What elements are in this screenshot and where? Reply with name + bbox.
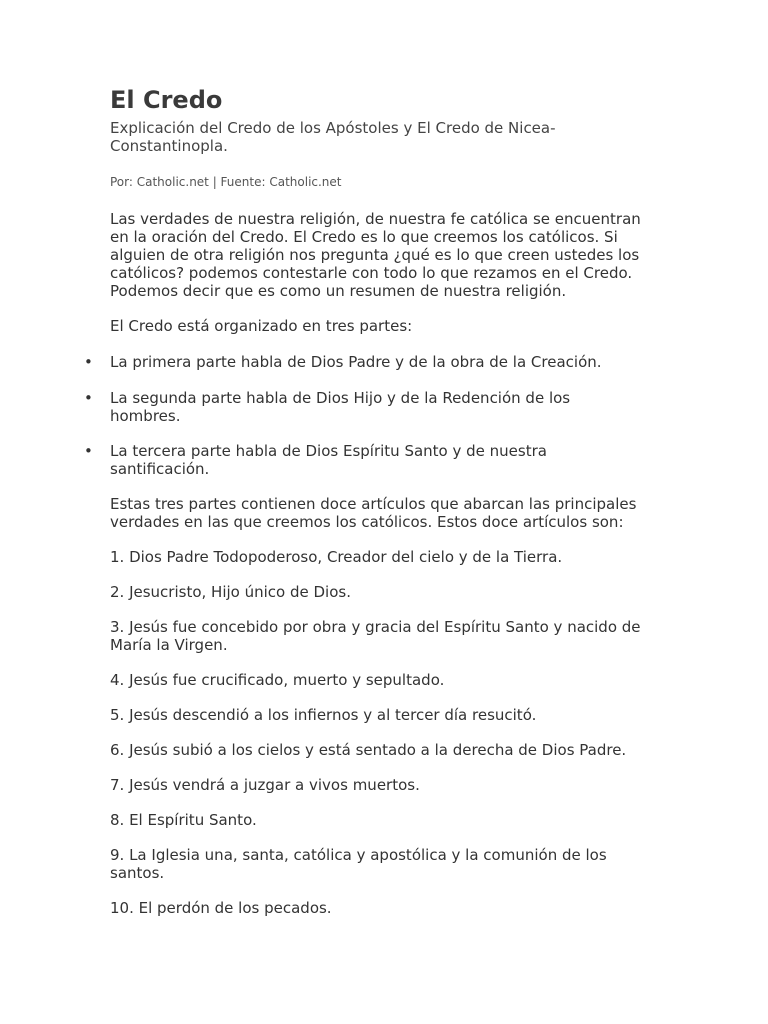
bullet-icon: • <box>84 442 93 460</box>
article-item: 9. La Iglesia una, santa, católica y apostólica y la comunión de los santos. <box>110 846 607 882</box>
bullet-icon: • <box>84 353 93 371</box>
article-item: 5. Jesús descendió a los infiernos y al tercer día resucitó. <box>110 706 537 724</box>
page-subtitle: Explicación del Credo de los Apóstoles y El Credo de Nicea-Constantinopla. <box>110 119 556 155</box>
list-item <box>84 442 580 478</box>
intro-paragraph: Las verdades de nuestra religión, de nuestra fe católica se encuentran en la oración del Credo. El Credo es lo que creemos los católicos. Si alguien de otra religión nos pregunta ¿qué es lo que creen ustedes los católicos? podemos contestarle con todo lo que rezamos en el Credo. Podemos decir que es como un resumen de nuestra religión. <box>110 210 641 300</box>
article-item: 4. Jesús fue crucificado, muerto y sepultado. <box>110 671 445 689</box>
document-page <box>84 85 670 917</box>
list-item <box>84 389 610 425</box>
list-item <box>84 353 670 371</box>
list-item-text: La tercera parte habla de Dios Espíritu Santo y de nuestra santificación. <box>110 442 547 478</box>
list-item-text: La primera parte habla de Dios Padre y de la obra de la Creación. <box>110 353 602 371</box>
articles-list <box>110 548 670 917</box>
byline: Por: Catholic.net | Fuente: Catholic.net <box>110 175 342 189</box>
parts-list <box>84 353 670 478</box>
article-item: 3. Jesús fue concebido por obra y gracia del Espíritu Santo y nacido de María la Virgen. <box>110 618 641 654</box>
article-item: 7. Jesús vendrá a juzgar a vivos muertos. <box>110 776 420 794</box>
bullet-icon: • <box>84 389 93 407</box>
list-item-text: La segunda parte habla de Dios Hijo y de la Redención de los hombres. <box>110 389 571 425</box>
page-title: El Credo <box>110 86 223 114</box>
summary-paragraph: Estas tres partes contienen doce artículos que abarcan las principales verdades en las que creemos los católicos. Estos doce artículos son: <box>110 495 637 531</box>
article-item: 10. El perdón de los pecados. <box>110 899 332 917</box>
article-item: 6. Jesús subió a los cielos y está sentado a la derecha de Dios Padre. <box>110 741 627 759</box>
article-item: 8. El Espíritu Santo. <box>110 811 257 829</box>
article-item: 1. Dios Padre Todopoderoso, Creador del cielo y de la Tierra. <box>110 548 563 566</box>
organized-paragraph: El Credo está organizado en tres partes: <box>110 317 413 335</box>
article-item: 2. Jesucristo, Hijo único de Dios. <box>110 583 351 601</box>
